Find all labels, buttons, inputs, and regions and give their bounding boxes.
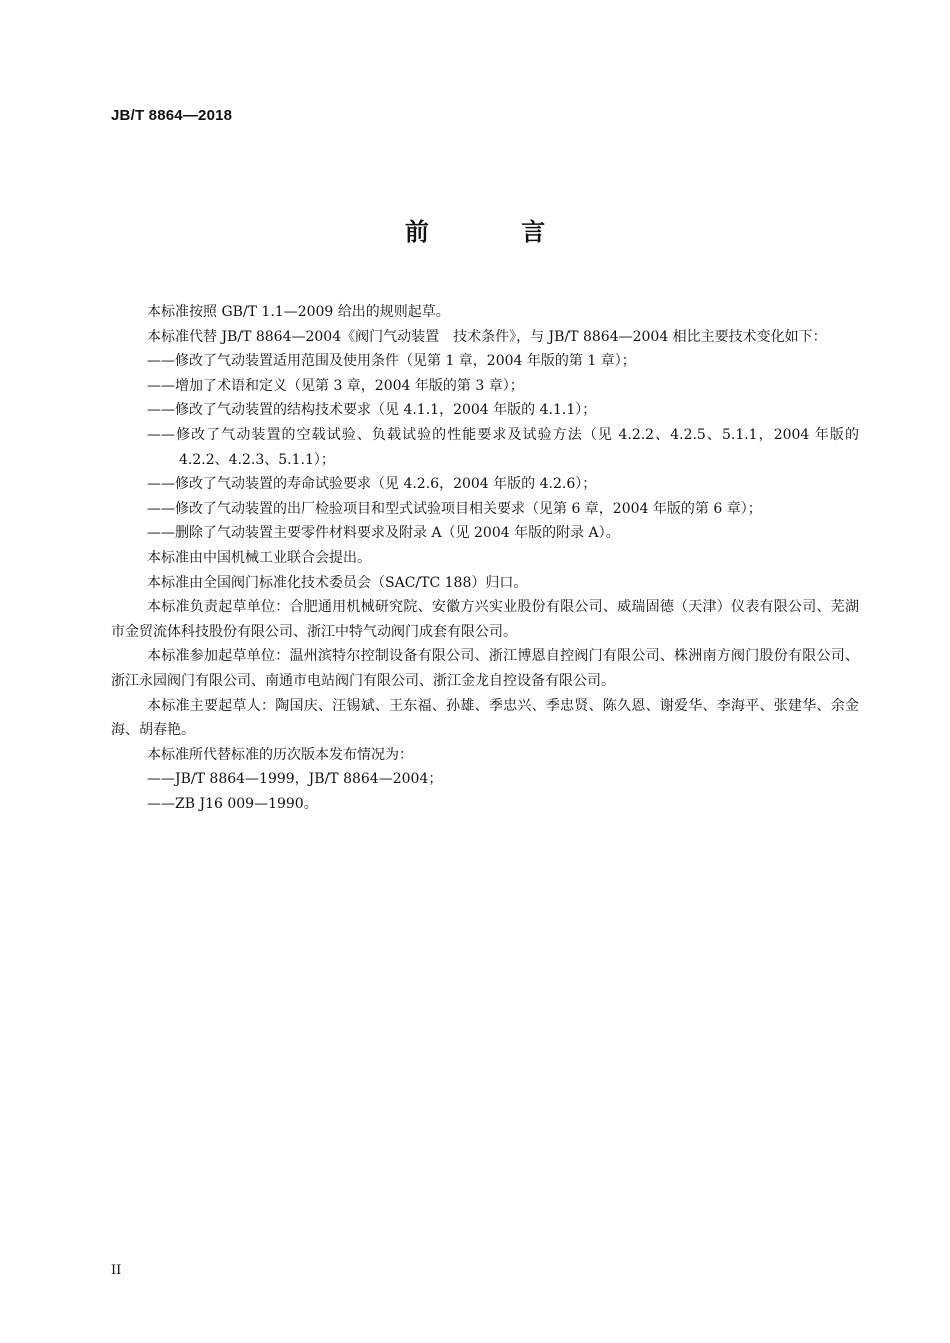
change-item: ——修改了气动装置适用范围及使用条件（见第 1 章，2004 年版的第 1 章）；: [147, 353, 636, 370]
paragraph-participating-drafters: 本标准参加起草单位：温州滨特尔控制设备有限公司、浙江博恩自控阀门有限公司、株洲南方阀门股份有限公司、浙江永园阀门有限公司、南通市电站阀门有限公司、浙江金龙自控设备有限公司。: [111, 648, 859, 689]
change-item: ——修改了气动装置的结构技术要求（见 4.1.1，2004 年版的 4.1.1）；: [147, 402, 597, 419]
paragraph-replacement: 本标准代替 JB/T 8864—2004《阀门气动装置 技术条件》，与 JB/T 8864—2004 相比主要技术变化如下：: [147, 328, 827, 345]
change-item: ——修改了气动装置的寿命试验要求（见 4.2.6，2004 年版的 4.2.6）；: [147, 476, 597, 493]
history-item: ——JB/T 8864—1999，JB/T 8864—2004；: [147, 771, 443, 788]
paragraph-committee: 本标准由全国阀门标准化技术委员会（SAC/TC 188）归口。: [147, 574, 528, 591]
page-title: 前 言: [404, 218, 588, 246]
change-item: ——删除了气动装置主要零件材料要求及附录 A（见 2004 年版的附录 A）。: [147, 525, 620, 542]
change-item: ——修改了气动装置的空载试验、负载试验的性能要求及试验方法（见 4.2.2、4.2.5、5.1.1，2004 年版的 4.2.2、4.2.3、5.1.1）；: [147, 426, 859, 468]
paragraph-lead-drafters: 本标准负责起草单位：合肥通用机械研究院、安徽方兴实业股份有限公司、威瑞固德（天津）仪表有限公司、芜湖市金贸流体科技股份有限公司、浙江中特气动阀门成套有限公司。: [111, 599, 859, 640]
document-code: JB/T 8864—2018: [111, 107, 233, 124]
paragraph-main-authors: 本标准主要起草人：陶国庆、汪锡斌、王东福、孙雄、季忠兴、季忠贤、陈久恩、谢爱华、李海平、张建华、余金海、胡春艳。: [111, 697, 859, 739]
paragraph-proposer: 本标准由中国机械工业联合会提出。: [147, 549, 371, 566]
history-item: ——ZB J16 009—1990。: [147, 795, 318, 812]
change-item: ——修改了气动装置的出厂检验项目和型式试验项目相关要求（见第 6 章，2004 年版的第 6 章）；: [147, 500, 762, 517]
paragraph-drafting-rules: 本标准按照 GB/T 1.1—2009 给出的规则起草。: [147, 304, 450, 320]
foreword-body: [111, 300, 859, 816]
paragraph-history-intro: 本标准所代替标准的历次版本发布情况为：: [147, 746, 413, 763]
page-number: II: [111, 1263, 122, 1278]
change-item: ——增加了术语和定义（见第 3 章，2004 年版的第 3 章）；: [147, 377, 524, 394]
